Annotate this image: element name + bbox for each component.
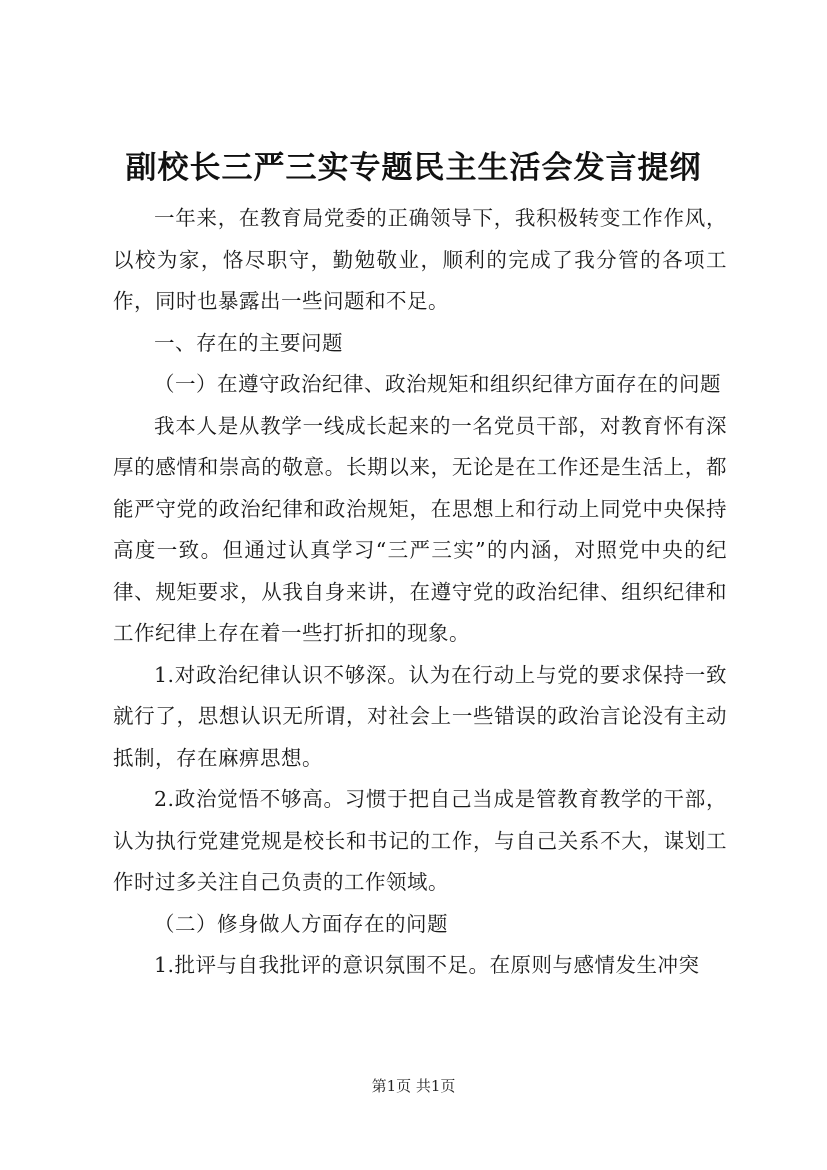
document-title: 副校长三严三实专题民主生活会发言提纲 — [125, 150, 702, 186]
page-footer: 第1页 共1页 — [371, 1077, 456, 1095]
intro-paragraph: 一年来，在教育局党委的正确领导下，我积极转变工作作风，以校为家，恪尽职守，勤勉敬业，顺利的完成了我分管的各项工作，同时也暴露出一些问题和不足。 — [113, 206, 727, 313]
subsection-heading-political-discipline: （一）在遵守政治纪律、政治规矩和组织纪律方面存在的问题 — [154, 372, 721, 396]
list-item-2: 2.政治觉悟不够高。习惯于把自己当成是管教育教学的干部，认为执行党建党规是校长和书记的工作，与自己关系不大，谋划工作时过多关注自己负责的工作领域。 — [113, 787, 727, 894]
document-body — [113, 198, 727, 987]
section-heading-main-problems: 一、存在的主要问题 — [154, 330, 343, 355]
list-item-1: 1.对政治纪律认识不够深。认为在行动上与党的要求保持一致就行了，思想认识无所谓，对社会上一些错误的政治言论没有主动抵制，存在麻痹思想。 — [113, 662, 727, 770]
subsection-heading-self-cultivation: （二）修身做人方面存在的问题 — [154, 911, 448, 936]
list-item-1-criticism: 1.批评与自我批评的意识氛围不足。在原则与感情发生冲突 — [154, 953, 700, 977]
body-paragraph: 我本人是从教学一线成长起来的一名党员干部，对教育怀有深厚的感情和崇高的敬意。长期以来，无论是在工作还是生活上，都能严守党的政治纪律和政治规矩，在思想上和行动上同党中央保持高度一致。但通过认真学习“三严三实”的内涵，对照党中央的纪律、规矩要求，从我自身来讲，在遵守党的政治纪律、组织纪律和工作纪律上存在着一些打折扣的现象。 — [113, 413, 727, 645]
